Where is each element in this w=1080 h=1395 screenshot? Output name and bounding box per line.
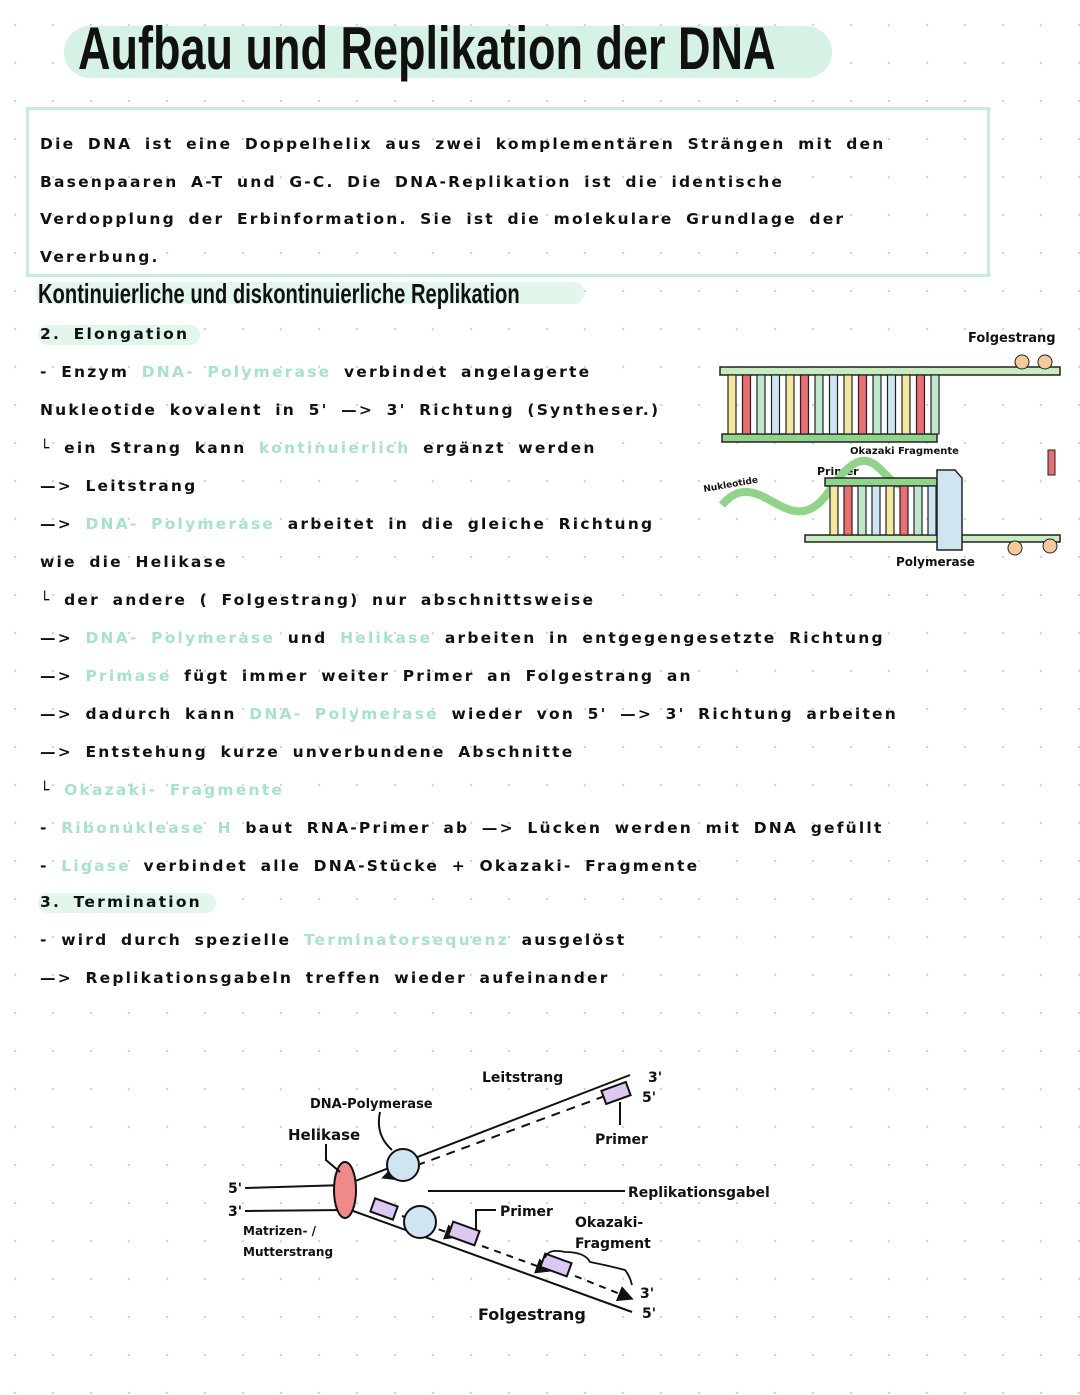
label-primer: Primer	[595, 1132, 648, 1148]
elongation-heading: 2. Elongation	[40, 325, 190, 343]
highlighted-term: Helikase	[340, 629, 433, 647]
upper-strand	[720, 367, 1060, 375]
nucleotide-icon	[1008, 541, 1022, 555]
highlighted-term: Okazaki- Fragmente	[64, 781, 285, 799]
note-line	[40, 857, 699, 875]
label-primer: Primer	[500, 1204, 553, 1220]
pointer-line	[379, 1112, 392, 1150]
base-pair	[902, 375, 910, 434]
template-strand	[805, 535, 1060, 542]
text-segment: —> Replikationsgabeln treffen wieder aufeinander	[40, 969, 610, 987]
label-3-prime: 3'	[228, 1204, 243, 1220]
note-line	[40, 667, 693, 685]
text-segment: verbindet alle DNA-Stücke + Okazaki- Fragmente	[130, 857, 700, 875]
label-helikase: Helikase	[288, 1126, 361, 1144]
text-segment: arbeitet in die gleiche Richtung	[275, 515, 655, 533]
text-segment: -	[40, 857, 62, 875]
base-pair	[830, 375, 838, 434]
label-okazaki: Okazaki Fragmente	[850, 446, 959, 457]
text-segment: wie die Helikase	[40, 553, 228, 571]
base-pair	[886, 486, 894, 535]
text-segment: Nukleotide kovalent in 5' —> 3' Richtung (Syntheser.)	[40, 401, 661, 419]
intro-line: Die DNA ist eine Doppelhelix aus zwei komplementären Strängen mit den	[40, 135, 886, 153]
text-segment: —>	[40, 629, 86, 647]
base-pair	[728, 375, 736, 434]
text-segment: ergänzt werden	[410, 439, 597, 457]
text-segment: -	[40, 819, 62, 837]
label-3-prime: 3'	[648, 1070, 663, 1086]
highlighted-term: DNA- Polymerase	[141, 363, 332, 381]
nucleotide-icon	[1048, 450, 1055, 475]
highlighted-term: DNA- Polymerase	[249, 705, 439, 723]
label-okazaki: Fragment	[575, 1236, 651, 1252]
text-segment: und	[275, 629, 341, 647]
note-line	[40, 931, 626, 949]
highlighted-term: kontinuierlich	[259, 439, 411, 457]
page-title: Aufbau und Replikation der DNA	[78, 15, 776, 82]
label-nukleotide: Nukleotide	[702, 475, 759, 495]
note-line	[40, 969, 610, 987]
base-pair	[830, 486, 838, 535]
primer-icon	[370, 1198, 397, 1219]
text-segment: —>	[40, 515, 86, 533]
base-pair	[772, 375, 780, 434]
label-polymerase: Polymerase	[896, 555, 975, 569]
nucleotide-icon	[1043, 539, 1057, 553]
label-leitstrang: Leitstrang	[482, 1070, 564, 1086]
text-segment: wieder von 5' —> 3' Richtung arbeiten	[438, 705, 899, 723]
intro-line: Basenpaaren A-T und G-C. Die DNA-Replikation ist die identische	[40, 173, 785, 191]
polymerase-icon	[937, 470, 962, 550]
dna-polymerase-icon	[387, 1149, 419, 1181]
text-segment: —> dadurch kann	[40, 705, 250, 723]
base-pair	[872, 486, 880, 535]
note-line	[40, 591, 595, 609]
termination-heading: 3. Termination	[40, 893, 202, 911]
text-segment: ausgelöst	[508, 931, 627, 949]
text-segment: └ ein Strang kann	[40, 439, 260, 457]
note-line	[40, 705, 898, 723]
text-segment: - Enzym	[40, 363, 142, 381]
label-replikationsgabel: Replikationsgabel	[628, 1185, 770, 1201]
section-subheading: Kontinuierliche und diskontinuierliche Replikation	[38, 278, 520, 309]
base-pair	[844, 486, 852, 535]
text-segment: baut RNA-Primer ab —> Lücken werden mit DNA gefüllt	[232, 819, 884, 837]
text-segment: arbeiten in entgegengesetzte Richtung	[432, 629, 885, 647]
base-pair	[888, 375, 896, 434]
highlighted-term: Primase	[85, 667, 172, 685]
dna-polymerase-icon	[404, 1206, 436, 1238]
base-pair	[815, 375, 823, 434]
label-5-prime: 5'	[642, 1306, 657, 1322]
note-line	[40, 819, 884, 837]
base-pair	[801, 375, 809, 434]
lower-strand-new	[722, 434, 937, 442]
label-folgestrang: Folgestrang	[968, 331, 1056, 346]
label-folgestrang: Folgestrang	[478, 1305, 586, 1324]
okazaki-synthesis	[482, 1246, 548, 1270]
note-line	[40, 553, 228, 571]
note-line	[40, 477, 197, 495]
text-segment: - wird durch spezielle	[40, 931, 304, 949]
text-segment: fügt immer weiter Primer an Folgestrang an	[171, 667, 693, 685]
intro-line: Vererbung.	[40, 248, 160, 266]
label-okazaki: Okazaki-	[575, 1215, 644, 1231]
label-5-prime: 5'	[228, 1181, 243, 1197]
base-pair	[914, 486, 922, 535]
base-pairs	[728, 375, 939, 434]
label-3-prime: 3'	[640, 1286, 655, 1302]
base-pair	[859, 375, 867, 434]
base-pair	[931, 375, 939, 434]
base-pair	[844, 375, 852, 434]
base-pair	[917, 375, 925, 434]
nucleotide-icon	[1038, 355, 1052, 369]
new-strand	[825, 478, 937, 486]
parent-strand-bottom	[245, 1210, 345, 1211]
intro-box	[26, 107, 990, 277]
text-segment: —> Entstehung kurze unverbundene Abschnitte	[40, 743, 575, 761]
label-dna-polymerase: DNA-Polymerase	[310, 1097, 433, 1112]
note-line	[40, 629, 885, 647]
label-matrizenstrang: Matrizen- /	[243, 1224, 317, 1238]
text-segment: └ der andere ( Folgestrang) nur abschnittsweise	[40, 591, 596, 609]
highlighted-term: Ligase	[61, 857, 131, 875]
highlighted-term: Ribonuklease H	[61, 819, 233, 837]
dna-replication-illustration	[700, 320, 1080, 580]
label-matrizenstrang: Mutterstrang	[243, 1245, 334, 1259]
highlighted-term: Terminatorsequenz	[303, 931, 509, 949]
base-pair	[743, 375, 751, 434]
base-pair	[928, 486, 936, 535]
replication-fork-diagram	[0, 1040, 1080, 1360]
base-pair	[900, 486, 908, 535]
note-line	[40, 781, 284, 799]
note-line	[40, 401, 660, 419]
label-5-prime: 5'	[642, 1090, 657, 1106]
note-line	[40, 515, 654, 533]
note-line	[40, 363, 591, 381]
highlighted-term: DNA- Polymerase	[85, 515, 276, 533]
nucleotide-icon	[1015, 355, 1029, 369]
parent-strand-top	[245, 1185, 345, 1188]
intro-line: Verdopplung der Erbinformation. Sie ist die molekulare Grundlage der	[40, 210, 846, 228]
base-pair	[858, 486, 866, 535]
base-pair	[757, 375, 765, 434]
text-segment: —>	[40, 667, 86, 685]
note-line	[40, 743, 574, 761]
base-pair	[786, 375, 794, 434]
label-primer: Primer	[817, 465, 859, 478]
pointer-line	[476, 1210, 496, 1230]
base-pair	[873, 375, 881, 434]
note-line	[40, 439, 597, 457]
text-segment: —> Leitstrang	[40, 477, 198, 495]
text-segment: verbindet angelagerte	[331, 363, 592, 381]
text-segment: └	[40, 781, 65, 799]
primer-icon	[448, 1222, 479, 1246]
base-pairs	[830, 486, 936, 535]
highlighted-term: DNA- Polymerase	[85, 629, 276, 647]
